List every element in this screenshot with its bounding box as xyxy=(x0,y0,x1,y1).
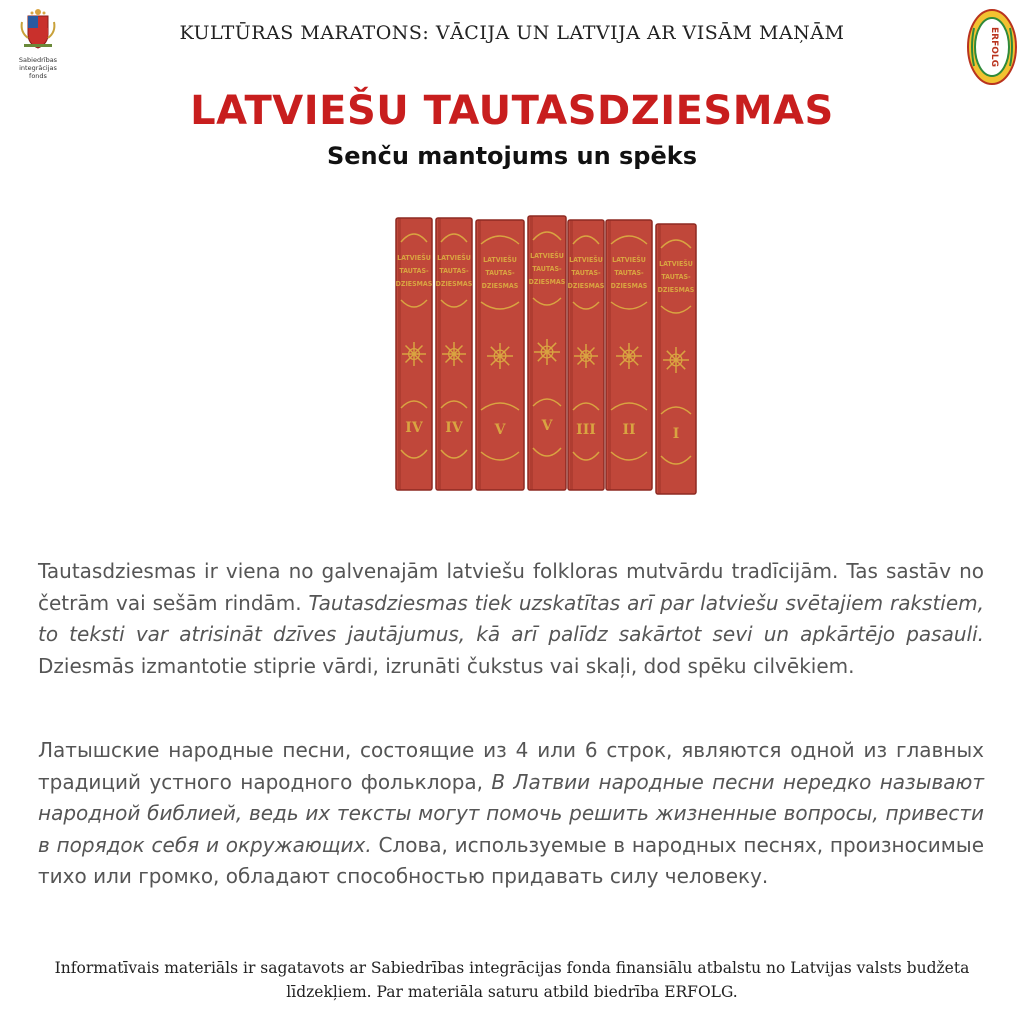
spine-volume-number: II xyxy=(622,422,636,438)
russian-paragraph-text-2: Слова, используемые в народных песнях, произносимые тихо или громко, обладают способностью придавать силу человеку. xyxy=(38,832,984,888)
spine-title-text: DZIESMAS xyxy=(528,278,566,286)
book-spine xyxy=(606,220,652,490)
spine-title-text: LATVIEŠU xyxy=(397,254,431,262)
spine-title-text: TAUTAS- xyxy=(439,267,469,275)
book-spine xyxy=(476,220,524,490)
spine-title-text: DZIESMAS xyxy=(567,282,605,290)
spine-title-text: TAUTAS- xyxy=(571,269,601,277)
book-spine xyxy=(656,224,696,494)
spine-title-text: DZIESMAS xyxy=(610,282,648,290)
book-spine xyxy=(528,216,566,490)
russian-paragraph-italic: В Латвии народные песни нередко называют народной библией, ведь их тексты могут помочь решить жизненные вопросы, привести в порядок себя и окружающих. xyxy=(38,769,985,857)
spine-volume-number: IV xyxy=(445,420,463,436)
spine-title-text: DZIESMAS xyxy=(435,280,473,288)
book-spines-illustration xyxy=(390,210,700,495)
spine-title-text: LATVIEŠU xyxy=(483,256,517,264)
spine-volume-number: I xyxy=(672,426,680,442)
footer-line-2: līdzekļiem. Par materiāla saturu atbild biedrība ERFOLG. xyxy=(286,983,738,1001)
russian-paragraph-text-1: Латышские народные песни, состоящие из 4 или 6 строк, являются одной из главных традиций устного народного фольклора, xyxy=(38,738,984,794)
spine-volume-number: V xyxy=(494,422,506,438)
spine-title-text: LATVIEŠU xyxy=(569,256,603,264)
campaign-header: KULTŪRAS MARATONS: VĀCIJA UN LATVIJA AR VISĀM MAŅĀM xyxy=(179,22,845,44)
spine-title-text: LATVIEŠU xyxy=(612,256,646,264)
spine-title-text: TAUTAS- xyxy=(532,265,562,273)
page-title: LATVIEŠU TAUTASDZIESMAS xyxy=(190,88,834,134)
erfolg-label: ERFOLG xyxy=(989,27,999,67)
book-spine xyxy=(436,218,473,490)
spine-title-text: LATVIEŠU xyxy=(659,260,693,268)
spine-title-text: DZIESMAS xyxy=(657,286,695,294)
latvian-paragraph-text-2: Dziesmās izmantotie stiprie vārdi, izrunāti čukstus vai skaļi, dod spēku cilvēkiem. xyxy=(38,653,855,678)
spine-title-text: LATVIEŠU xyxy=(530,252,564,260)
page-subtitle: Senču mantojums un spēks xyxy=(326,142,698,170)
latvian-paragraph-italic: Tautasdziesmas tiek uzskatītas arī par latviešu svētajiem rakstiem, to teksti var atrisināt dzīves jautājumus, kā arī palīdz sakārtot sevi un apkārtējo pasauli. xyxy=(38,590,985,646)
spine-volume-number: IV xyxy=(405,420,423,436)
latvian-paragraph xyxy=(38,556,984,682)
latvian-paragraph-text-1: Tautasdziesmas ir viena no galvenajām latviešu folkloras mutvārdu tradīcijām. Tas sastāv no četrām vai sešām rindām. xyxy=(38,559,984,615)
spine-title-text: DZIESMAS xyxy=(395,280,433,288)
spine-title-text: TAUTAS- xyxy=(399,267,429,275)
footer-line-1: Informatīvais materiāls ir sagatavots ar Sabiedrības integrācijas fonda finansiālu atbalstu no Latvijas valsts budžeta xyxy=(54,959,970,977)
spine-title-text: TAUTAS- xyxy=(485,269,515,277)
russian-paragraph xyxy=(38,735,984,893)
book-spine xyxy=(396,218,433,490)
erfolg-logo xyxy=(966,8,1018,86)
spine-title-text: TAUTAS- xyxy=(614,269,644,277)
sif-logo xyxy=(8,8,68,80)
spine-volume-number: V xyxy=(541,418,553,434)
spine-title-text: DZIESMAS xyxy=(481,282,519,290)
funding-footer xyxy=(20,956,1004,1004)
sif-logo-caption: Sabiedrības integrācijas fonds xyxy=(18,56,58,80)
spine-volume-number: III xyxy=(576,422,596,438)
book-spine xyxy=(568,220,605,490)
spine-title-text: LATVIEŠU xyxy=(437,254,471,262)
spine-title-text: TAUTAS- xyxy=(661,273,691,281)
erfolg-emblem-icon xyxy=(966,8,1018,86)
